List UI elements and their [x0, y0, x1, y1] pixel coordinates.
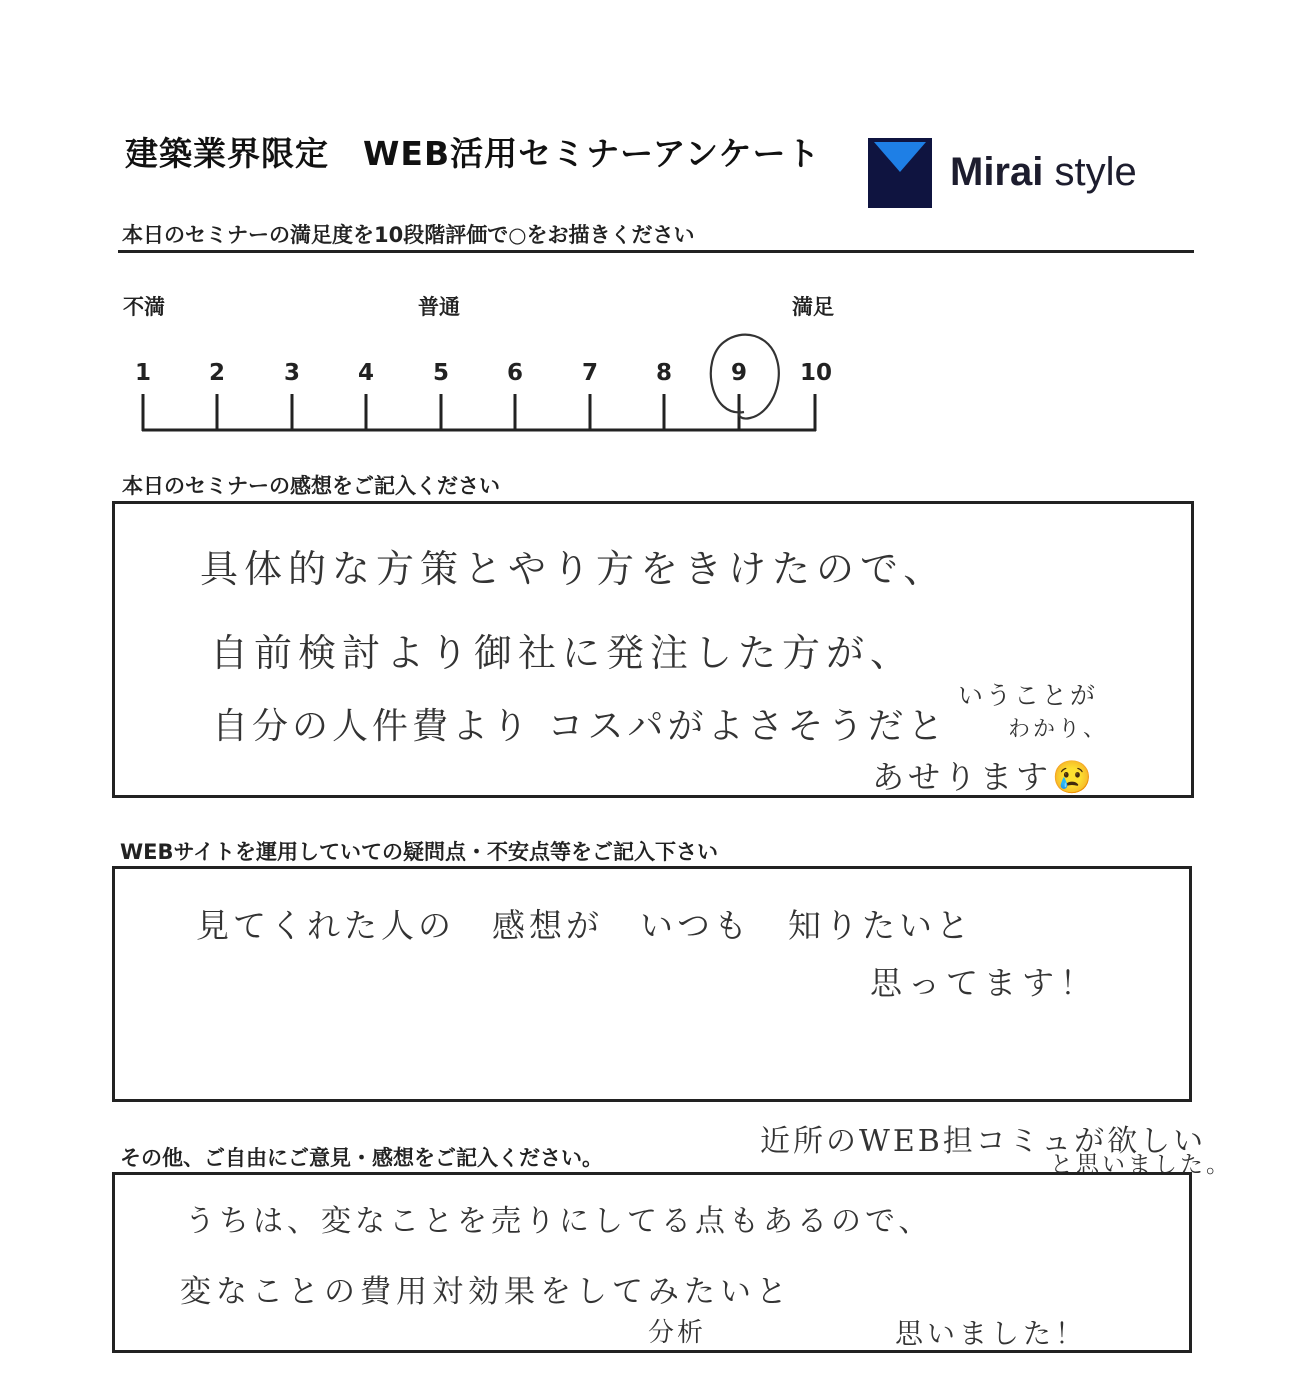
- scale-low-label: 不満: [123, 295, 165, 319]
- page-title: 建築業界限定 WEB活用セミナーアンケート: [125, 134, 821, 173]
- q3-answer-line: 思ってます！: [870, 964, 1099, 1002]
- tick-label: 3: [283, 360, 300, 386]
- q2-answer-line: 自前検討より御社に発注した方が、: [210, 631, 915, 675]
- tick-label: 9: [730, 360, 747, 386]
- q3-label: WEBサイトを運用していての疑問点・不安点等をご記入下さい: [120, 840, 719, 864]
- q2-answer-line: あせります😢: [872, 758, 1096, 796]
- q4-label: その他、ご自由にご意見・感想をご記入ください。: [120, 1146, 603, 1170]
- q4-answer-line: 思いました！: [895, 1317, 1088, 1350]
- scale-mid-label: 普通: [418, 295, 460, 319]
- q2-answer-line: いうことが: [958, 681, 1099, 710]
- q4-note-line: 近所のWEB担コミュが欲しい: [760, 1124, 1207, 1159]
- logo-brand-bold: Mirai: [950, 150, 1044, 194]
- logo: [950, 150, 1137, 195]
- q2-answer-line: 自分の人件費より コスパがよさそうだと: [212, 706, 948, 747]
- tick-label: 2: [208, 360, 225, 386]
- tick-label: 5: [432, 360, 449, 386]
- tick-label: 8: [655, 360, 672, 386]
- tick-label: 4: [357, 360, 374, 386]
- tick-label: 1: [134, 360, 151, 386]
- q4-answer-line: 変なことの費用対効果をしてみたいと: [180, 1274, 792, 1310]
- rating-scale: [130, 320, 830, 440]
- q1-label: 本日のセミナーの満足度を10段階評価で○をお描きください: [122, 223, 695, 247]
- tick-label: 7: [581, 360, 598, 386]
- q2-answer-line: 具体的な方策とやり方をきけたので、: [200, 547, 948, 591]
- tick-label: 6: [506, 360, 523, 386]
- q4-answer-line: 分析: [648, 1318, 707, 1348]
- tick-label: 10: [799, 360, 832, 386]
- q4-answer-line: うちは、変なことを売りにしてる点もあるので、: [185, 1204, 933, 1239]
- q2-answer-line: わかり、: [1008, 717, 1109, 742]
- logo-brand-light: style: [1054, 150, 1137, 194]
- q2-label: 本日のセミナーの感想をご記入ください: [122, 474, 500, 498]
- logo-mark-icon: [868, 138, 932, 208]
- q3-answer-line: 見てくれた人の 感想が いつも 知りたいと: [196, 906, 973, 945]
- q4-note-line: と思いました。: [1050, 1152, 1232, 1178]
- scale-high-label: 満足: [792, 295, 834, 319]
- divider: [118, 250, 1194, 253]
- selected-circle-mark: [711, 335, 779, 419]
